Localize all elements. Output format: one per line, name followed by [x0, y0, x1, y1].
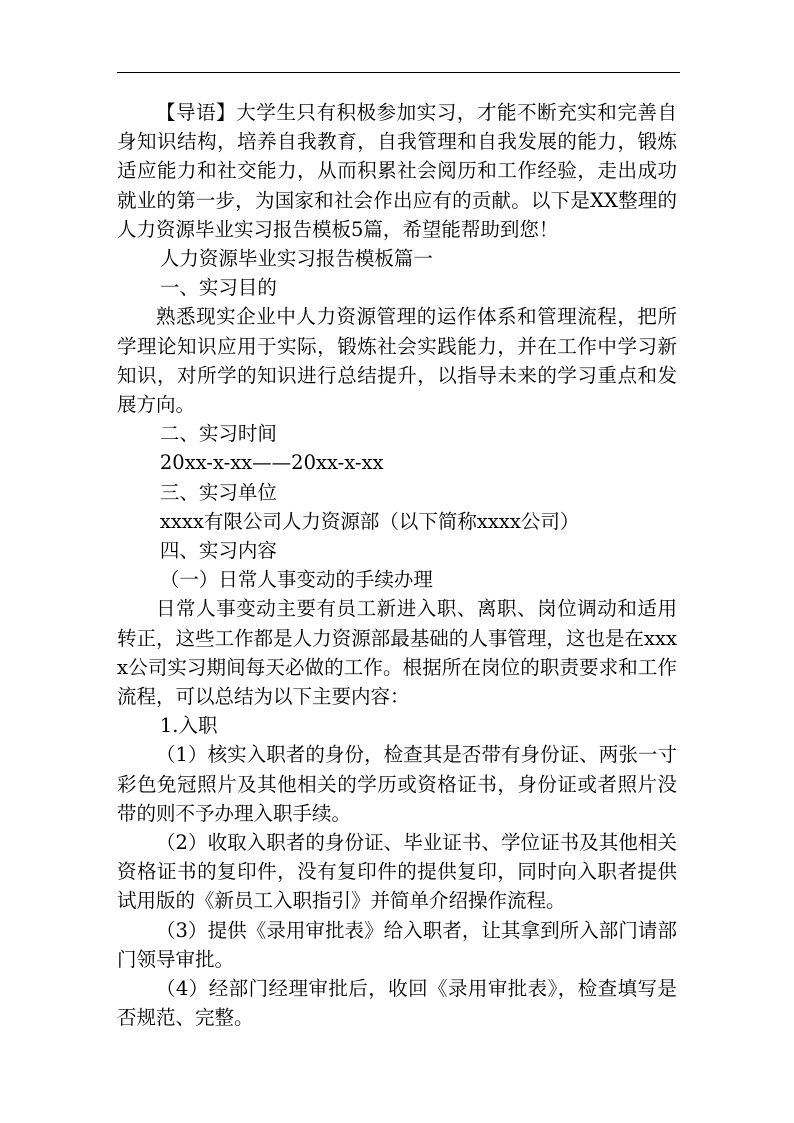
onboarding-step-4: （4）经部门经理审批后，收回《录用审批表》，检查填写是否规范、完整。 — [117, 977, 677, 1030]
personnel-paragraph: 日常人事变动主要有员工新进入职、离职、岗位调动和适用转正，这些工作都是人力资源部最基础的人事管理，这也是在xxxx公司实习期间每天必做的工作。根据所在岗位的职责要求和工作流程，可以总结为以下主要内容： — [117, 597, 677, 709]
section-heading-purpose: 一、实习目的 — [159, 276, 277, 300]
subsection-heading-personnel: （一）日常人事变动的手续办理 — [159, 568, 433, 592]
purpose-paragraph: 熟悉现实企业中人力资源管理的运作体系和管理流程，把所学理论知识应用于实际，锻炼社会实践能力，并在工作中学习新知识，对所学的知识进行总结提升，以指导未来的学习重点和发展方向。 — [117, 305, 677, 417]
onboarding-step-1: （1）核实入职者的身份，检查其是否带有身份证、两张一寸彩色免冠照片及其他相关的学历或资格证书，身份证或者照片没带的则不予办理入职手续。 — [117, 743, 677, 825]
section-heading-time: 二、实习时间 — [159, 422, 277, 446]
onboarding-step-3: （3）提供《录用审批表》给入职者，让其拿到所入部门请部门领导审批。 — [117, 918, 677, 971]
report-title: 人力资源毕业实习报告模板篇一 — [159, 247, 433, 271]
intro-paragraph: 【导语】大学生只有积极参加实习，才能不断充实和完善自身知识结构，培养自我教育，自我管理和自我发展的能力，锻炼适应能力和社交能力，从而积累社会阅历和工作经验，走出成功就业的第一步，为国家和社会作出应有的贡献。以下是XX整理的人力资源毕业实习报告模板5篇，希望能帮助到您！ — [117, 101, 677, 241]
header-rule — [117, 72, 680, 73]
internship-period: 20xx-x-xx——20xx-x-xx — [159, 451, 384, 475]
section-heading-unit: 三、实习单位 — [159, 480, 277, 504]
onboarding-step-2: （2）收取入职者的身份证、毕业证书、学位证书及其他相关资格证书的复印件，没有复印件的提供复印，同时向入职者提供试用版的《新员工入职指引》并简单介绍操作流程。 — [117, 831, 677, 913]
onboarding-heading: 1.入职 — [159, 714, 218, 738]
internship-unit: xxxx有限公司人力资源部（以下简称xxxx公司） — [159, 509, 580, 533]
document-body — [117, 98, 677, 1033]
section-heading-content: 四、实习内容 — [159, 539, 277, 563]
